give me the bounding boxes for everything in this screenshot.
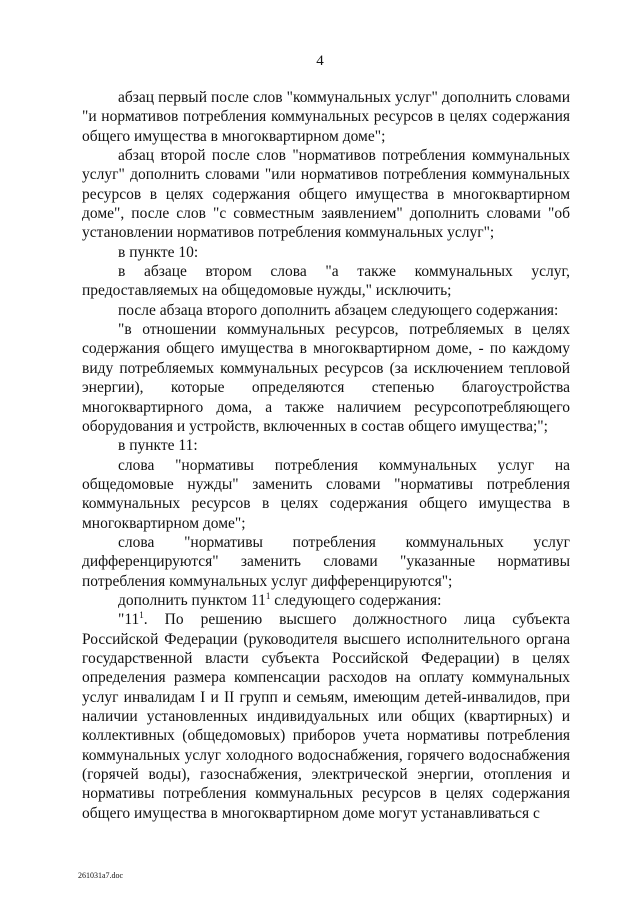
paragraph-add-point xyxy=(82,591,570,610)
document-body xyxy=(82,88,570,823)
paragraph-1: абзац первый после слов "коммунальных услуг" дополнить словами "и нормативов потребления коммунальных ресурсов в целях содержания общего имущества в многоквартирном доме"; xyxy=(82,89,570,145)
new-point-number: "11 xyxy=(118,611,140,629)
paragraph-2: абзац второй после слов "нормативов потребления коммунальных услуг" дополнить словами "или нормативов потребления коммунальных ресурсов в целях содержания общего имущества в многоквартирном доме", после слов "с совместным заявлением" дополнить словами "об установлении нормативов потребления коммунальных услуг"; xyxy=(82,147,570,242)
paragraph-3: в пункте 10: xyxy=(118,243,199,261)
paragraph-5: после абзаца второго дополнить абзацем следующего содержания: xyxy=(118,301,559,319)
paragraph-6: "в отношении коммунальных ресурсов, потребляемых в целях содержания общего имущества в многоквартирном доме, - по каждому виду потребляемых коммунальных ресурсов (за исключением тепловой энергии), которые определяются степенью благоустройства многоквартирного дома, а также наличием ресурсопотребляющего оборудования и устройств, включенных в состав общего имущества;"; xyxy=(82,321,570,435)
paragraph-8: слова "нормативы потребления коммунальных услуг на общедомовые нужды" заменить словами "нормативы потребления коммунальных ресурсов в целях содержания общего имущества в многоквартирном доме"; xyxy=(82,456,570,532)
footer-filename: 261031a7.doc xyxy=(78,871,124,880)
new-point-superscript: 1 xyxy=(139,610,144,621)
paragraph-9: слова "нормативы потребления коммунальных услуг дифференцируются" заменить словами "указанные нормативы потребления коммунальных услуг дифференцируются"; xyxy=(82,533,570,590)
new-point-text: . По решению высшего должностного лица субъекта Российской Федерации (руководителя высшего исполнительного органа государственной власти субъекта Российской Федерации) в целях определения размера компенсации расходов на оплату коммунальных услуг инвалидам I и II групп и семьям, имеющим детей-инвалидов, при наличии установленных индивидуальных или общих (квартирных) и коллективных (общедомовых) приборов учета нормативы потребления коммунальных услуг холодного водоснабжения, горячего водоснабжения (горячей воды), газоснабжения, электрической энергии, отопления и нормативы потребления коммунальных ресурсов в целях содержания общего имущества в многоквартирном доме могут устанавливаться с xyxy=(82,611,570,822)
paragraph-7: в пункте 11: xyxy=(118,437,198,455)
paragraph-new-point xyxy=(82,610,570,823)
add-point-superscript: 1 xyxy=(265,590,271,601)
paragraph-4: в абзаце втором слова "а также коммунальных услуг, предоставляемых на общедомовые нужды," исключить; xyxy=(82,263,570,300)
add-point-text: дополнить пунктом 11 xyxy=(118,591,266,609)
add-point-tail: следующего содержания: xyxy=(270,591,442,609)
page-number: 4 xyxy=(316,53,324,69)
